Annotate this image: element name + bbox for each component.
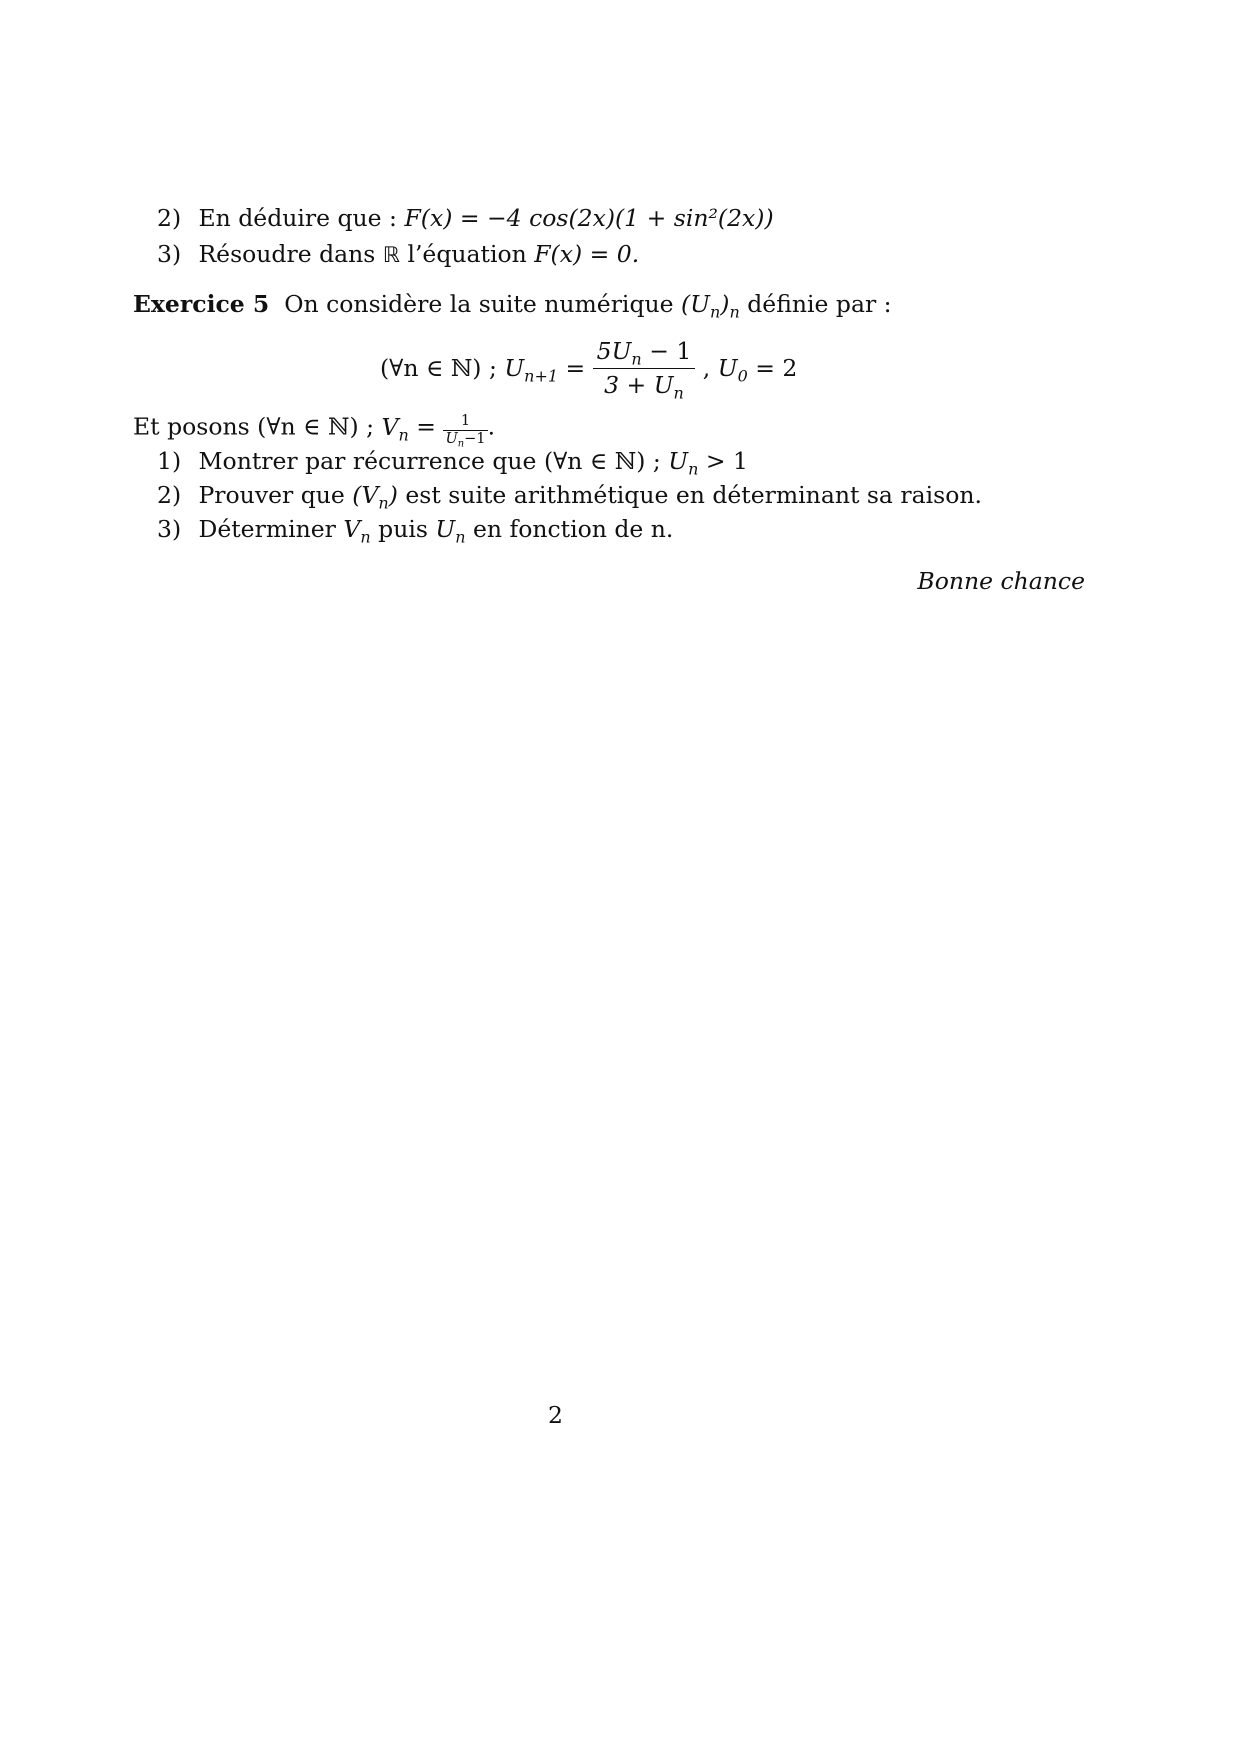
posons-line: Et posons (∀n ∈ ℕ) ; $V_n$ = $\frac{1}{U_n-1}$ . bbox=[133, 412, 496, 450]
item-number: 3) bbox=[157, 240, 182, 268]
V-n: $V_n$ bbox=[343, 515, 371, 547]
equals-sign: = bbox=[565, 353, 586, 382]
exercise-5-heading bbox=[133, 290, 892, 322]
numerator: $5U_n - 1$ bbox=[593, 340, 696, 369]
quantifier: (∀n ∈ ℕ) ; bbox=[380, 353, 497, 382]
display-equation bbox=[380, 337, 798, 403]
question-text: Montrer par récurrence que bbox=[198, 447, 537, 475]
U-n: $U_n$ bbox=[435, 515, 466, 547]
posons-text: Et posons bbox=[133, 412, 250, 441]
formula-F: F(x) = −4 cos(2x)(1 + sin²(2x)) bbox=[404, 204, 774, 232]
question-number: 1) bbox=[157, 447, 182, 475]
question-1 bbox=[157, 447, 748, 479]
item-3-solve bbox=[157, 240, 640, 268]
question-number: 2) bbox=[157, 481, 182, 509]
quantifier: (∀n ∈ ℕ) ; bbox=[543, 447, 661, 475]
question-text-a: Déterminer bbox=[198, 515, 336, 543]
item-number: 2) bbox=[157, 204, 182, 232]
item-2-deduce bbox=[157, 204, 774, 232]
formula-V: $(V_n)$ bbox=[352, 481, 398, 513]
question-text-b: puis bbox=[378, 515, 428, 543]
question-3 bbox=[157, 515, 674, 547]
item-text-a: Résoudre dans bbox=[198, 240, 376, 268]
question-text-b: est suite arithmétique en déterminant sa raison. bbox=[405, 481, 982, 509]
closing-note: Bonne chance bbox=[917, 567, 1085, 595]
item-text: En déduire que : bbox=[198, 204, 397, 232]
quantifier: (∀n ∈ ℕ) ; bbox=[257, 412, 375, 441]
exercise-intro: On considère la suite numérique bbox=[284, 290, 674, 318]
recurrence-fraction bbox=[593, 337, 696, 403]
comma: , bbox=[702, 353, 711, 382]
V-fraction bbox=[443, 412, 487, 450]
exercise-intro-end: définie par : bbox=[747, 290, 892, 318]
question-text-c: en fonction de n. bbox=[473, 515, 674, 543]
V-n: $V_n$ bbox=[381, 412, 409, 445]
set-R: ℝ bbox=[382, 243, 400, 268]
question-text-a: Prouver que bbox=[198, 481, 345, 509]
exercise-title: Exercice 5 bbox=[133, 290, 270, 318]
item-text-b: l’équation bbox=[407, 240, 527, 268]
fraction-numerator: 1 bbox=[443, 414, 487, 431]
question-2 bbox=[157, 481, 982, 513]
question-number: 3) bbox=[157, 515, 182, 543]
sequence-U: $(U_n)_n$ bbox=[681, 290, 740, 322]
initial-value: $U_0 = 2$ bbox=[717, 353, 798, 386]
formula-U-greater: $U_n > 1$ bbox=[668, 447, 748, 479]
lhs-U: $U_{n+1}$ bbox=[504, 353, 558, 386]
page-number: 2 bbox=[548, 1401, 563, 1429]
formula-F-zero: F(x) = 0. bbox=[534, 240, 640, 268]
fraction-denominator: $U_n-1$ bbox=[445, 429, 486, 450]
denominator: $3 + U_n$ bbox=[604, 370, 684, 403]
equals-sign: = bbox=[416, 412, 436, 441]
